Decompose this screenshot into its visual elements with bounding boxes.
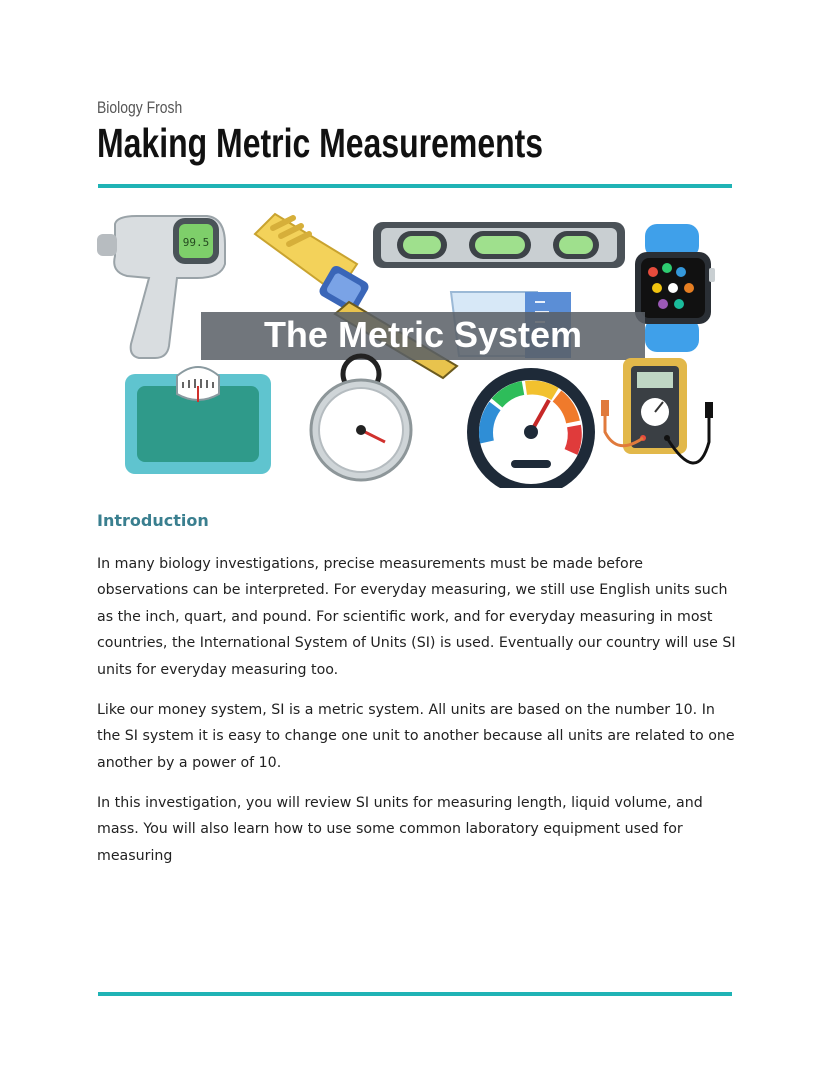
- intro-paragraph-1: In many biology investigations, precise measurements must be made before observations can be interpreted. For everyday measuring, we still use English units such as the inch, quart, and pound. For scientific work, and for everyday measuring in most countries, the International System of Units (SI) is used. Eventually our country will use SI units for everyday measuring too.: [97, 556, 736, 678]
- hero-caption: The Metric System: [263, 314, 583, 355]
- hero-illustration: [97, 206, 723, 488]
- bottom-divider: [98, 992, 732, 996]
- intro-paragraph-2: Like our money system, SI is a metric system. All units are based on the number 10. In the SI system it is easy to change one unit to another because all units are related to one another by a power of 10.: [97, 702, 735, 771]
- section-heading: Introduction: [97, 511, 209, 530]
- spirit-level-icon: [373, 222, 625, 268]
- bathroom-scale-icon: [125, 367, 271, 474]
- intro-paragraph-3: In this investigation, you will review SI units for measuring length, liquid volume, and mass. You will also learn how to use some common laboratory equipment used for measuring: [97, 795, 703, 864]
- page-kicker: Biology Frosh: [97, 98, 183, 117]
- page-title: Making Metric Measurements: [97, 120, 544, 166]
- top-divider: [98, 184, 732, 188]
- thermometer-reading: 99.5: [182, 236, 210, 249]
